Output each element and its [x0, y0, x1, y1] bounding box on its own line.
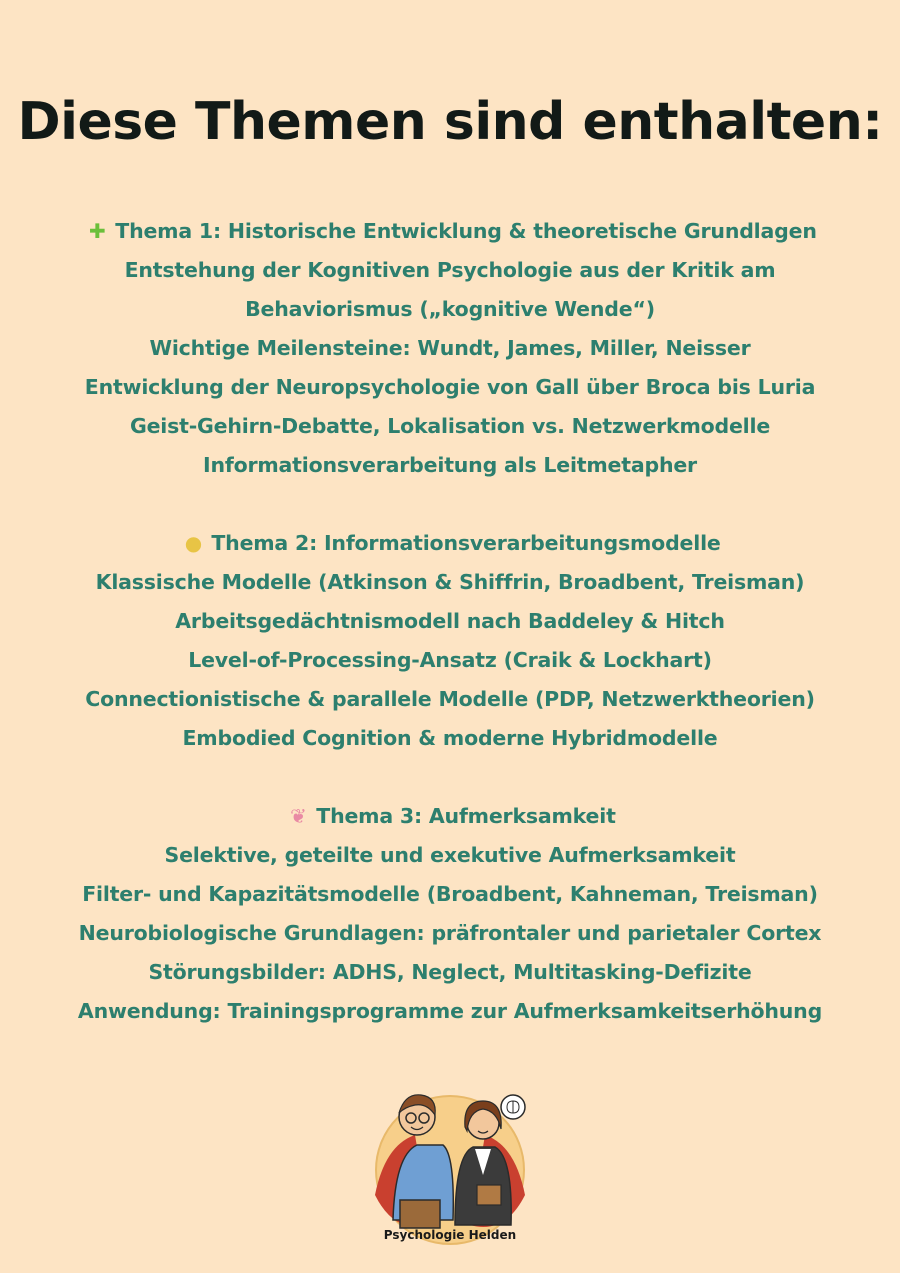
topic-heading — [0, 797, 900, 836]
topic-item: Entwicklung der Neuropsychologie von Gall über Broca bis Luria — [84, 375, 816, 399]
topic-item: Klassische Modelle (Atkinson & Shiffrin, Broadbent, Treisman) — [95, 570, 805, 594]
topic-section-1 — [0, 212, 900, 485]
topic-item: Entstehung der Kognitiven Psychologie aus der Kritik am — [124, 258, 776, 282]
topic-item: Anwendung: Trainingsprogramme zur Aufmerksamkeitserhöhung — [77, 999, 823, 1023]
puzzle-piece-icon: ✚ — [89, 219, 106, 243]
topic-item: Arbeitsgedächtnismodell nach Baddeley & Hitch — [175, 609, 725, 633]
topic-item: Wichtige Meilensteine: Wundt, James, Miller, Neisser — [149, 336, 751, 360]
topic-heading-text: Thema 1: Historische Entwicklung & theoretische Grundlagen — [115, 219, 817, 243]
topic-item: Embodied Cognition & moderne Hybridmodelle — [182, 726, 718, 750]
topic-section-3 — [0, 797, 900, 1031]
topic-item: Selektive, geteilte und exekutive Aufmerksamkeit — [164, 843, 736, 867]
topic-heading — [0, 212, 900, 251]
brain-icon: ❦ — [290, 804, 307, 828]
topics-list — [0, 212, 900, 1070]
brand-name: Psychologie Helden — [383, 1228, 517, 1242]
topic-item: Geist-Gehirn-Debatte, Lokalisation vs. Netzwerkmodelle — [129, 414, 771, 438]
topic-section-2 — [0, 524, 900, 758]
topic-item: Informationsverarbeitung als Leitmetapher — [203, 453, 697, 477]
topic-item: Level-of-Processing-Ansatz (Craik & Lockhart) — [188, 648, 712, 672]
light-bulb-icon: ● — [184, 531, 203, 555]
topic-item: Neurobiologische Grundlagen: präfrontaler und parietaler Cortex — [78, 921, 822, 945]
topic-item: Filter- und Kapazitätsmodelle (Broadbent, Kahneman, Treisman) — [82, 882, 818, 906]
topic-item: Störungsbilder: ADHS, Neglect, Multitasking-Defizite — [148, 960, 752, 984]
topic-heading — [0, 524, 900, 563]
topic-heading-text: Thema 3: Aufmerksamkeit — [316, 804, 616, 828]
page-title: Diese Themen sind enthalten: — [17, 92, 883, 152]
topic-heading-text: Thema 2: Informationsverarbeitungsmodelle — [211, 531, 721, 555]
topic-item: Connectionistische & parallele Modelle (PDP, Netzwerktheorien) — [85, 687, 815, 711]
topic-item: Behaviorismus („kognitive Wende“) — [245, 297, 655, 321]
